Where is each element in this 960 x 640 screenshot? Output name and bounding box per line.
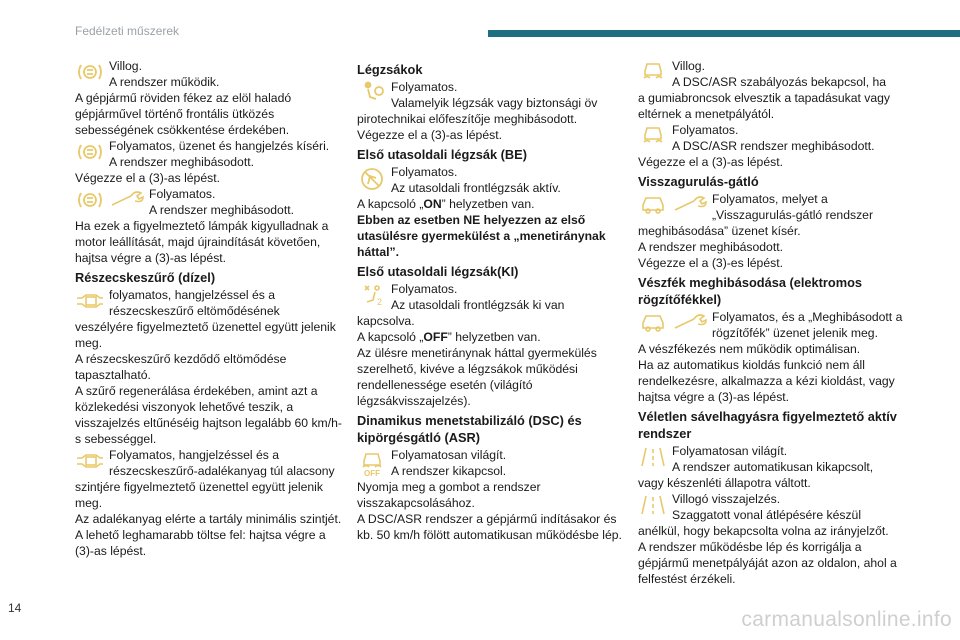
warning-block: [357, 79, 622, 111]
paragraph: A vészfékezés nem működik optimálisan.: [638, 342, 861, 356]
wrench-icon: [109, 188, 145, 212]
dsc-icon: [638, 124, 668, 148]
car-icon: [638, 193, 668, 217]
paragraph: A részecskeszűrő kezdődő eltömődése tapasztalható.: [75, 352, 287, 382]
section-heading: Vészfék meghibásodása (elektromos rögzítőfékkel): [638, 275, 863, 307]
column-3: [638, 58, 906, 587]
status-line: Villog.: [109, 59, 142, 73]
status-line: Folyamatos.: [391, 282, 458, 296]
paragraph: Ha ezek a figyelmeztető lámpák kigyulladnak a motor leállítását, majd újraindítását követően, hajtsa végre a (3)-as lépést.: [75, 219, 329, 265]
status-line: Folyamatos, és a „Meghibásodott a rögzítőfék” üzenet jelenik meg.: [712, 310, 903, 340]
warning-block: [638, 191, 906, 223]
particle-filter-icon: [75, 289, 105, 313]
status-line: Villog.: [672, 59, 705, 73]
airbag-icon: [357, 81, 387, 105]
warning-block: [75, 186, 343, 218]
status-line: Folyamatos.: [391, 80, 458, 94]
warning-block: [75, 58, 343, 90]
paragraph: szintjére figyelmeztető üzenettel együtt jelenik meg.: [75, 480, 323, 510]
paragraph: Nyomja meg a gombot a rendszer visszakapcsolásához.: [357, 480, 541, 510]
lane-departure-icon: [638, 493, 668, 517]
wrench-icon: [672, 311, 708, 335]
column-2: [357, 58, 622, 543]
dsc-icon: [638, 60, 668, 84]
paragraph: A kapcsoló „ON” helyzetben van.: [357, 197, 535, 211]
watermark: carmanualsonline.info: [741, 608, 952, 631]
section-heading: Légzsákok: [357, 62, 423, 77]
paragraph: Végezze el a (3)-as lépést.: [75, 171, 220, 185]
status-line: A rendszer automatikusan kikapcsolt,: [672, 460, 874, 474]
status-line: A rendszer kikapcsol.: [391, 464, 507, 478]
status-line: A DSC/ASR szabályozás bekapcsol, ha: [672, 75, 887, 89]
section-heading: Első utasoldali légzsák(KI): [357, 264, 519, 279]
warning-block: [357, 447, 622, 479]
warning-block: [75, 138, 343, 170]
section-heading: Első utasoldali légzsák (BE): [357, 147, 527, 162]
car-icon: [638, 311, 668, 335]
warning-paragraph: Ebben az esetben NE helyezzen az első utasülésre gyermekülést a „menetiránynak háttal”.: [357, 213, 606, 259]
lane-departure-icon: [638, 445, 668, 469]
svg-text:2: 2: [377, 297, 383, 307]
warning-block: [638, 58, 906, 90]
status-line: Folyamatosan világít.: [672, 444, 788, 458]
paragraph: Végezze el a (3)-as lépést.: [357, 128, 502, 142]
status-line: Az utasoldali frontlégzsák aktív.: [391, 181, 561, 195]
paragraph: pirotechnikai előfeszítője meghibásodott.: [357, 112, 578, 126]
status-line: A DSC/ASR rendszer meghibásodott.: [672, 139, 875, 153]
status-line: Folyamatos, üzenet és hangjelzés kíséri.: [109, 139, 330, 153]
paragraph: Végezze el a (3)-as lépést.: [638, 155, 783, 169]
section-heading: Véletlen sávelhagyásra figyelmeztető aktív rendszer: [638, 409, 897, 441]
particle-filter-icon: [75, 449, 105, 473]
warning-block: [357, 281, 622, 313]
status-line: Szaggatott vonal átlépésére készül: [672, 508, 862, 522]
wrench-icon: [672, 193, 708, 217]
status-line: A rendszer meghibásodott.: [109, 155, 254, 169]
column-1: [75, 58, 343, 559]
warning-block: [75, 447, 343, 479]
dsc-off-icon: [357, 449, 387, 477]
paragraph: A szűrő regenerálása érdekében, amint azt a közlekedési viszonyok lehetővé teszik, a visszajelzés eltűnéséig hajtson legalább 60 km/h-s sebességgel.: [75, 384, 342, 446]
paragraph: Ha az automatikus kioldás funkció nem áll rendelkezésre, alkalmazza a kézi kioldást, vagy hajtsa végre a (3)-as lépést.: [638, 358, 895, 404]
paragraph: Az adalékanyag elérte a tartály minimális szintjét.: [75, 512, 342, 526]
status-line: Az utasoldali frontlégzsák ki van: [391, 298, 565, 312]
airbag-off-icon: [357, 283, 387, 307]
headlight-warning-icon: [75, 188, 105, 212]
paragraph: A rendszer működésbe lép és korrigálja a gépjármű menetpályáját azon az oldalon, ahol a felfestést érzékeli.: [638, 540, 897, 586]
section-title: Fedélzeti műszerek: [75, 24, 180, 38]
section-heading: Dinamikus menetstabilizáló (DSC) és kipörgésgátló (ASR): [357, 413, 582, 445]
status-line: Folyamatos, hangjelzéssel és a részecskeszűrő-adalékanyag túl alacsony: [109, 448, 335, 478]
warning-block: [357, 164, 622, 196]
warning-block: [638, 443, 906, 475]
paragraph: meghibásodása” üzenet kísér.: [638, 224, 801, 238]
paragraph: anélkül, hogy bekapcsolta volna az irányjelzőt.: [638, 524, 889, 538]
child-seat-crossed-icon: [357, 166, 387, 192]
status-line: Folyamatosan világít.: [391, 448, 507, 462]
status-line: folyamatos, hangjelzéssel és a részecskeszűrő eltömődésének: [109, 288, 280, 318]
paragraph: A rendszer meghibásodott.: [638, 240, 783, 254]
paragraph: veszélyére figyelmeztető üzenettel együtt jelenik meg.: [75, 320, 336, 350]
paragraph: A lehető leghamarabb töltse fel: hajtsa végre a (3)-as lépést.: [75, 528, 326, 558]
paragraph: Az ülésre menetiránynak háttal gyermekülés szerelhető, kivéve a légzsákok működési rendellenessége esetén (világító légzsákvisszajelzés).: [357, 346, 597, 408]
svg-text:OFF: OFF: [364, 469, 380, 477]
paragraph: vagy készenléti állapotra váltott.: [638, 476, 811, 490]
header-accent-bar: [488, 30, 960, 37]
warning-block: [638, 491, 906, 523]
status-line: Villogó visszajelzés.: [672, 492, 781, 506]
warning-block: [638, 122, 906, 154]
status-line: Folyamatos.: [672, 123, 739, 137]
paragraph: Végezze el a (3)-es lépést.: [638, 256, 783, 270]
warning-block: [75, 287, 343, 319]
paragraph: A DSC/ASR rendszer a gépjármű indításakor és kb. 50 km/h fölött automatikusan működésbe lép.: [357, 512, 622, 542]
status-line: Folyamatos, melyet a „Visszagurulás-gátló rendszer: [712, 192, 873, 222]
headlight-warning-icon: [75, 140, 105, 164]
status-line: Folyamatos.: [149, 187, 216, 201]
warning-block: [638, 309, 906, 341]
paragraph: a gumiabroncsok elvesztik a tapadásukat vagy eltérnek a menetpályától.: [638, 91, 891, 121]
status-line: A rendszer működik.: [109, 75, 220, 89]
status-line: Valamelyik légzsák vagy biztonsági öv: [391, 96, 598, 110]
status-line: A rendszer meghibásodott.: [149, 203, 294, 217]
paragraph: kapcsolva.: [357, 314, 415, 328]
section-heading: Részecskeszűrő (dízel): [75, 270, 216, 285]
status-line: Folyamatos.: [391, 165, 458, 179]
section-heading: Visszagurulás-gátló: [638, 174, 759, 189]
paragraph: A gépjármű röviden fékez az elöl haladó gépjárművel történő frontális ütközés sebességének csökkentése érdekében.: [75, 91, 292, 137]
paragraph: A kapcsoló „OFF” helyzetben van.: [357, 330, 541, 344]
headlight-warning-icon: [75, 60, 105, 84]
page-number: 14: [8, 601, 22, 615]
